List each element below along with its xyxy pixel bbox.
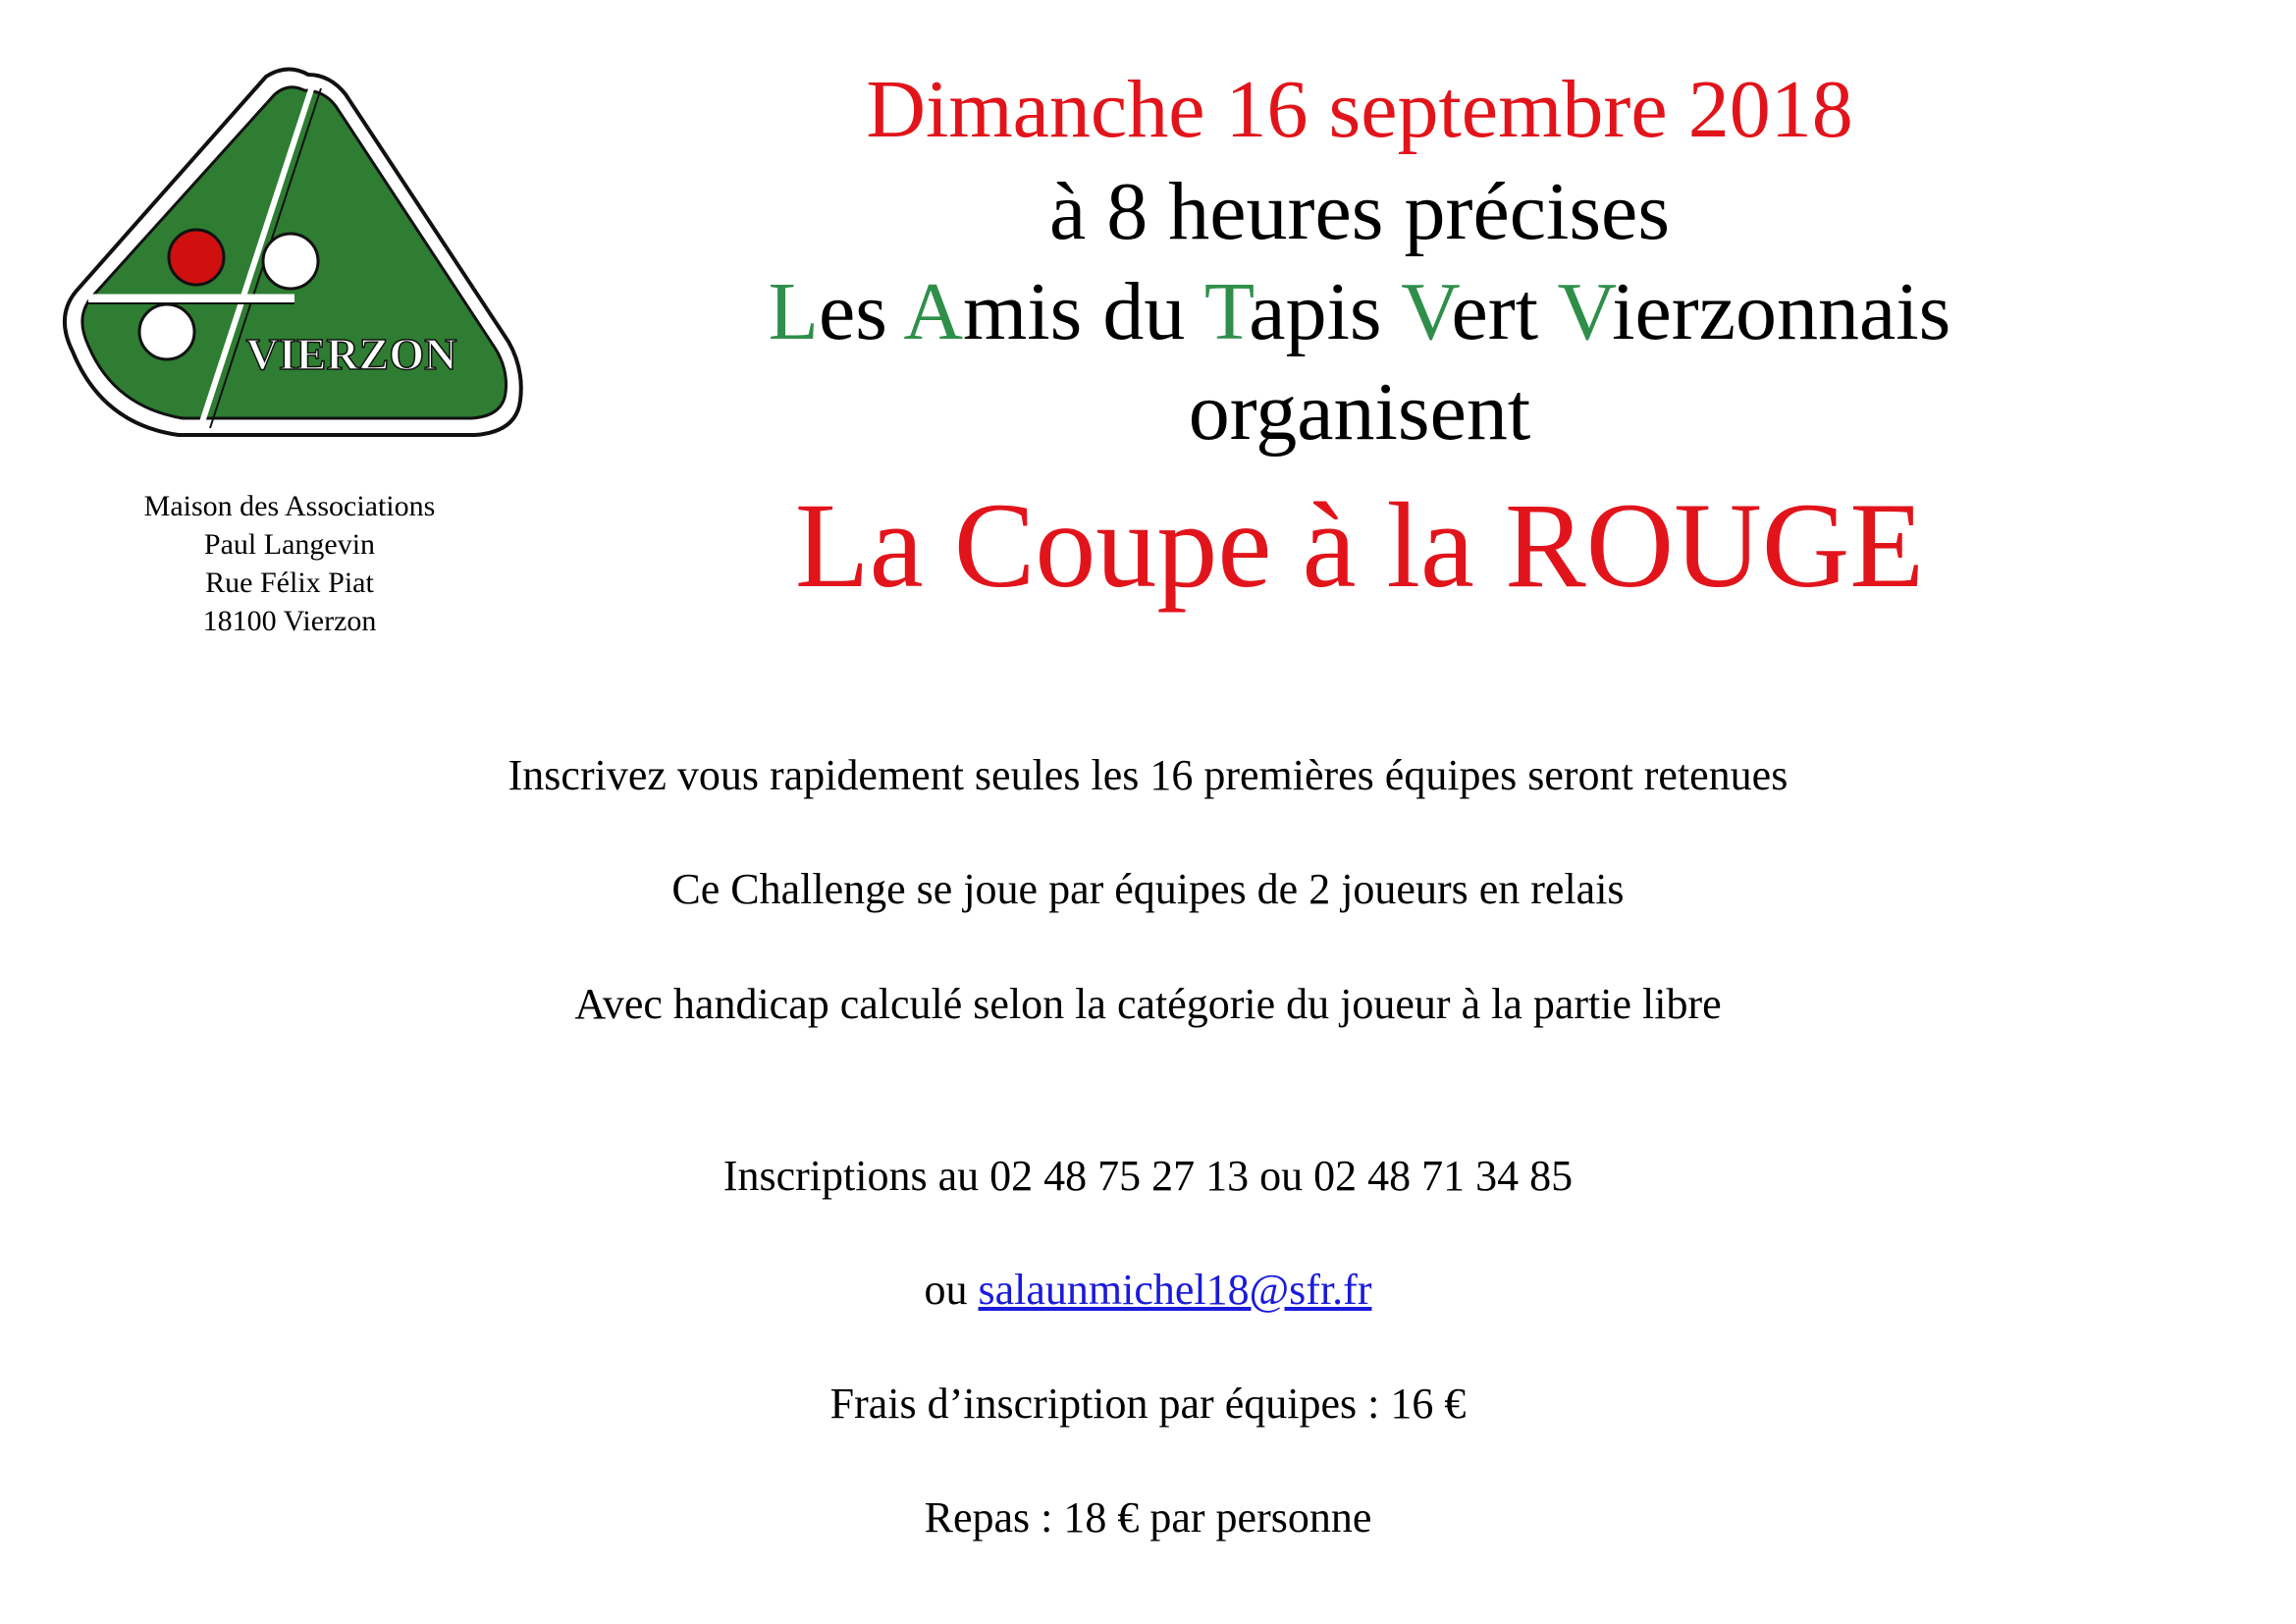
club-word-2: mis du — [962, 266, 1204, 357]
email-prefix: ou — [924, 1266, 979, 1314]
club-initial-2: A — [903, 266, 963, 357]
vierzon-billiard-logo — [51, 57, 524, 454]
club-name — [677, 263, 2042, 361]
club-initial-5: V — [1557, 266, 1613, 357]
info-line-meal: Repas : 18 € par personne — [924, 1493, 1372, 1542]
address-line-3: Rue Félix Piat — [205, 567, 374, 599]
info-line-fee: Frais d’inscription par équipes : 16 € — [829, 1380, 1467, 1428]
club-initial-1: L — [768, 266, 819, 357]
info-line-registration-limit: Inscrivez vous rapidement seules les 16 premières équipes seront retenues — [507, 751, 1789, 799]
event-title: La Coupe à la ROUGE — [794, 478, 1925, 613]
organise-verb: organisent — [1188, 366, 1531, 458]
club-word-3: apis — [1249, 266, 1402, 357]
club-word-5: ierzonnais — [1612, 266, 1951, 357]
white-ball-top — [263, 234, 318, 289]
email-link[interactable]: salaunmichel18@sfr.fr — [978, 1266, 1372, 1314]
club-initial-3: T — [1203, 266, 1250, 357]
address-line-4: 18100 Vierzon — [202, 605, 377, 637]
info-line-email — [0, 1263, 2296, 1318]
event-date: Dimanche 16 septembre 2018 — [866, 64, 1853, 155]
club-word-4: ert — [1451, 266, 1558, 357]
white-ball-bottom — [139, 304, 194, 359]
red-ball — [169, 230, 224, 285]
club-address — [59, 487, 520, 640]
info-line-handicap: Avec handicap calculé selon la catégorie du joueur à la partie libre — [574, 980, 1722, 1028]
info-line-format: Ce Challenge se joue par équipes de 2 joueurs en relais — [671, 865, 1625, 913]
logo-text: VIERZON — [245, 329, 457, 379]
address-line-2: Paul Langevin — [203, 528, 376, 561]
club-word-1: es — [818, 266, 904, 357]
event-time: à 8 heures précises — [1048, 166, 1671, 257]
address-line-1: Maison des Associations — [143, 490, 436, 522]
info-line-phone: Inscriptions au 02 48 75 27 13 ou 02 48 71 34 85 — [722, 1152, 1574, 1200]
club-initial-4: V — [1401, 266, 1452, 357]
